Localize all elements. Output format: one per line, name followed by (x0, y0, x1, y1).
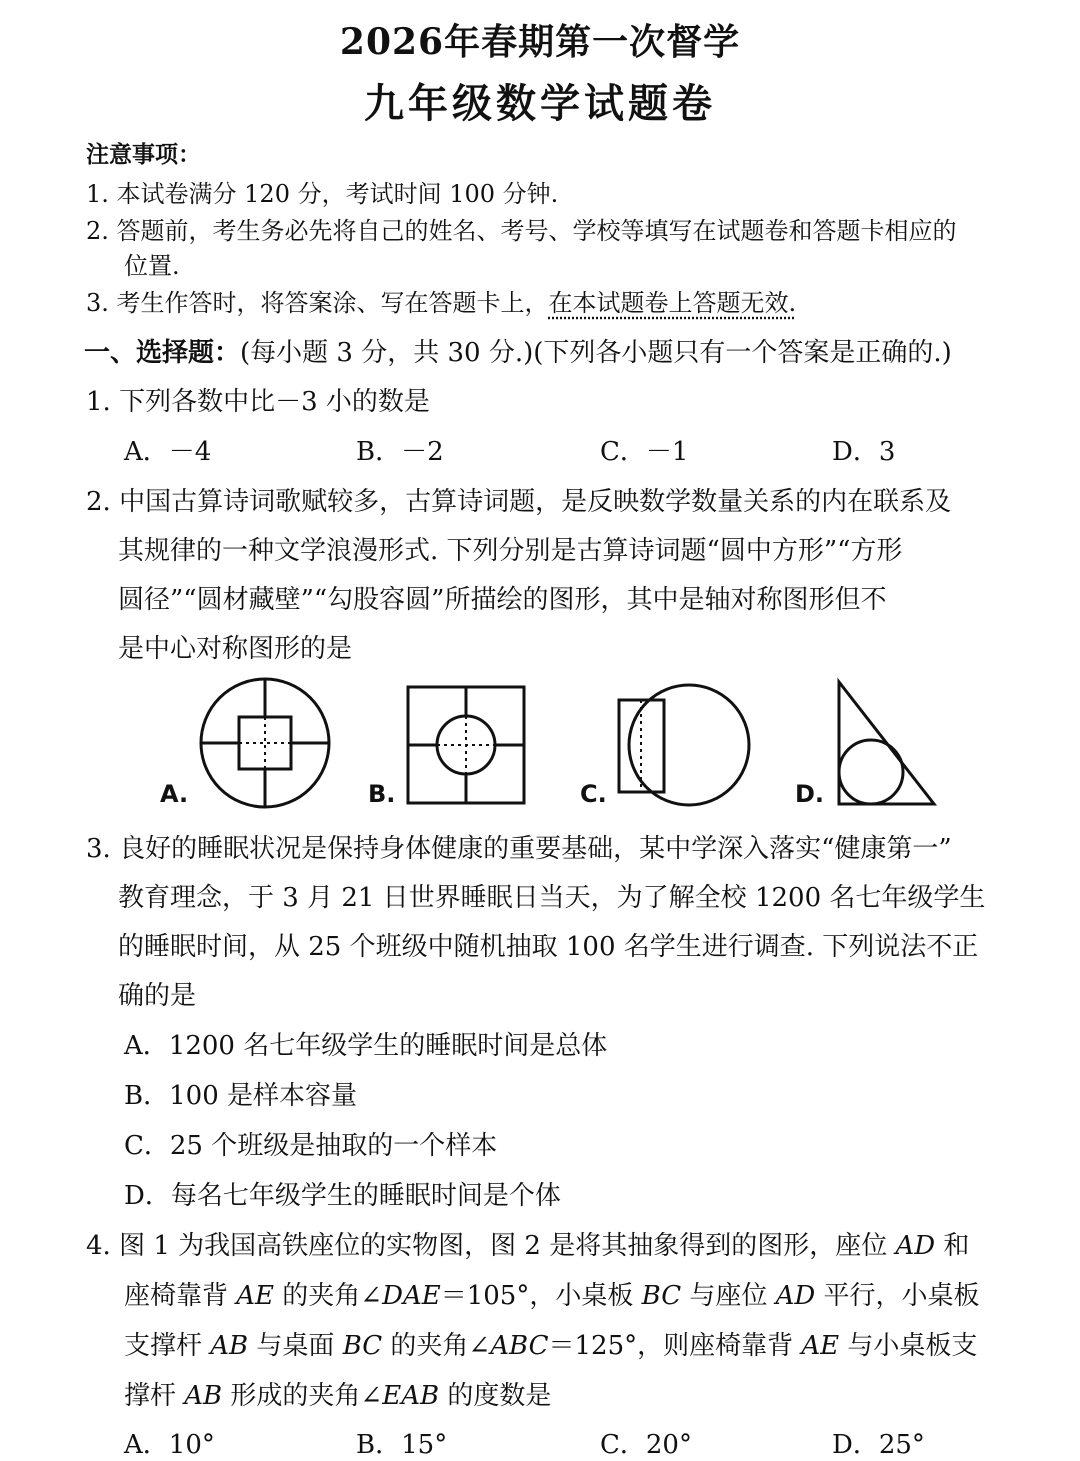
q4-text: 与小桌板支 (839, 1331, 978, 1361)
q2-figure-label-c: C. (580, 780, 607, 808)
q3-line-3: 的睡眠时间，从 25 个班级中随机抽取 100 名学生进行调查. 下列说法不正 (118, 932, 979, 962)
q4-text: ＝125°，则座椅靠背 (548, 1331, 802, 1361)
q2-line-4: 是中心对称图形的是 (118, 634, 353, 664)
section-heading (84, 332, 952, 369)
exam-title: 2026年春期第一次督学 (339, 21, 741, 63)
q4-option-a: A．10° (124, 1430, 215, 1460)
q4-var-ab: AB (210, 1331, 249, 1361)
q4-text: 的夹角∠ (274, 1281, 383, 1311)
q2-figure-label-b: B. (368, 780, 396, 808)
q4-text: 支撑杆 (124, 1331, 211, 1361)
q3-option-a: A．1200 名七年级学生的睡眠时间是总体 (124, 1031, 608, 1061)
figure-b-square-circle (408, 687, 524, 803)
q4-text: 4. 图 1 为我国高铁座位的实物图，图 2 是将其抽象得到的图形，座位 (86, 1231, 896, 1261)
q4-text: 座椅靠背 (124, 1281, 237, 1311)
q4-text: 形成的夹角∠ (222, 1381, 383, 1411)
q4-text: 的度数是 (439, 1381, 552, 1411)
q4-text: 的夹角∠ (382, 1331, 491, 1361)
q1-option-b: B．－2 (356, 437, 444, 467)
q4-option-b: B．15° (356, 1430, 448, 1460)
q4-var-eab: EAB (382, 1381, 440, 1411)
q4-text: 和 (935, 1231, 970, 1261)
q3-option-b: B．100 是样本容量 (124, 1081, 357, 1111)
section-title: 一、选择题： (84, 338, 241, 368)
q4-line-4 (124, 1375, 551, 1412)
q4-var-ae: AE (236, 1281, 275, 1311)
q4-line-3 (124, 1325, 977, 1362)
q2-line-1: 2. 中国古算诗词歌赋较多，古算诗词题，是反映数学数量关系的内在联系及 (86, 487, 952, 517)
q4-text: 平行，小桌板 (815, 1281, 980, 1311)
q2-figure-label-d: D. (795, 780, 825, 808)
q2-figures (150, 670, 950, 820)
q2-line-2: 其规律的一种文学浪漫形式. 下列分别是古算诗词题“圆中方形”“方形 (118, 536, 903, 566)
q4-var-ad: AD (895, 1231, 936, 1261)
q4-option-d: D．25° (832, 1430, 925, 1460)
figure-c-rect-circle (619, 685, 749, 805)
q3-line-2: 教育理念，于 3 月 21 日世界睡眠日当天，为了解全校 1200 名七年级学生 (118, 883, 986, 913)
q4-var-abc: ABC (490, 1331, 549, 1361)
notes-heading: 注意事项： (86, 141, 201, 168)
q4-var-ab: AB (184, 1381, 223, 1411)
q4-text: ＝105°，小桌板 (440, 1281, 642, 1311)
q4-var-bc: BC (641, 1281, 682, 1311)
q3-option-c: C．25 个班级是抽取的一个样本 (124, 1131, 498, 1161)
note-item-2: 2. 答题前，考生务必先将自己的姓名、考号、学校等填写在试题卷和答题卡相应的 (86, 217, 957, 245)
q3-option-d: D．每名七年级学生的睡眠时间是个体 (124, 1181, 561, 1211)
q4-var-ae: AE (801, 1331, 840, 1361)
q3-line-4: 确的是 (118, 981, 197, 1011)
q3-line-1: 3. 良好的睡眠状况是保持身体健康的重要基础，某中学深入落实“健康第一” (86, 834, 952, 864)
q1-option-d: D．3 (832, 437, 896, 467)
note-item-2-cont: 位置. (124, 252, 180, 280)
q4-text: 与座位 (681, 1281, 776, 1311)
q1-option-a: A．－4 (124, 437, 212, 467)
note-item-3-emphasis: 在本试题卷上答题无效. (548, 289, 797, 317)
q4-text: 撑杆 (124, 1381, 185, 1411)
q4-line-2 (124, 1275, 980, 1312)
note-item-3 (86, 283, 796, 318)
note-item-3-text: 3. 考生作答时，将答案涂、写在答题卡上， (86, 289, 549, 317)
q4-var-ad: AD (775, 1281, 816, 1311)
q4-var-dae: DAE (382, 1281, 441, 1311)
q2-figure-label-a: A. (160, 780, 189, 808)
q1-stem: 1. 下列各数中比－3 小的数是 (86, 387, 430, 417)
q4-option-c: C．20° (600, 1430, 692, 1460)
exam-subtitle: 九年级数学试题卷 (364, 80, 716, 127)
q1-option-c: C．－1 (600, 437, 689, 467)
figure-a-circle-square (201, 679, 329, 807)
note-item-1: 1. 本试卷满分 120 分，考试时间 100 分钟. (86, 180, 559, 208)
q2-line-3: 圆径”“圆材藏壁”“勾股容圆”所描绘的图形，其中是轴对称图形但不 (118, 585, 887, 615)
q4-var-bc: BC (342, 1331, 383, 1361)
q4-text: 与桌面 (248, 1331, 343, 1361)
section-detail: (每小题 3 分，共 30 分.)(下列各小题只有一个答案是正确的.) (240, 338, 952, 368)
figure-d-triangle-circle (839, 682, 934, 804)
q4-line-1 (86, 1225, 969, 1262)
